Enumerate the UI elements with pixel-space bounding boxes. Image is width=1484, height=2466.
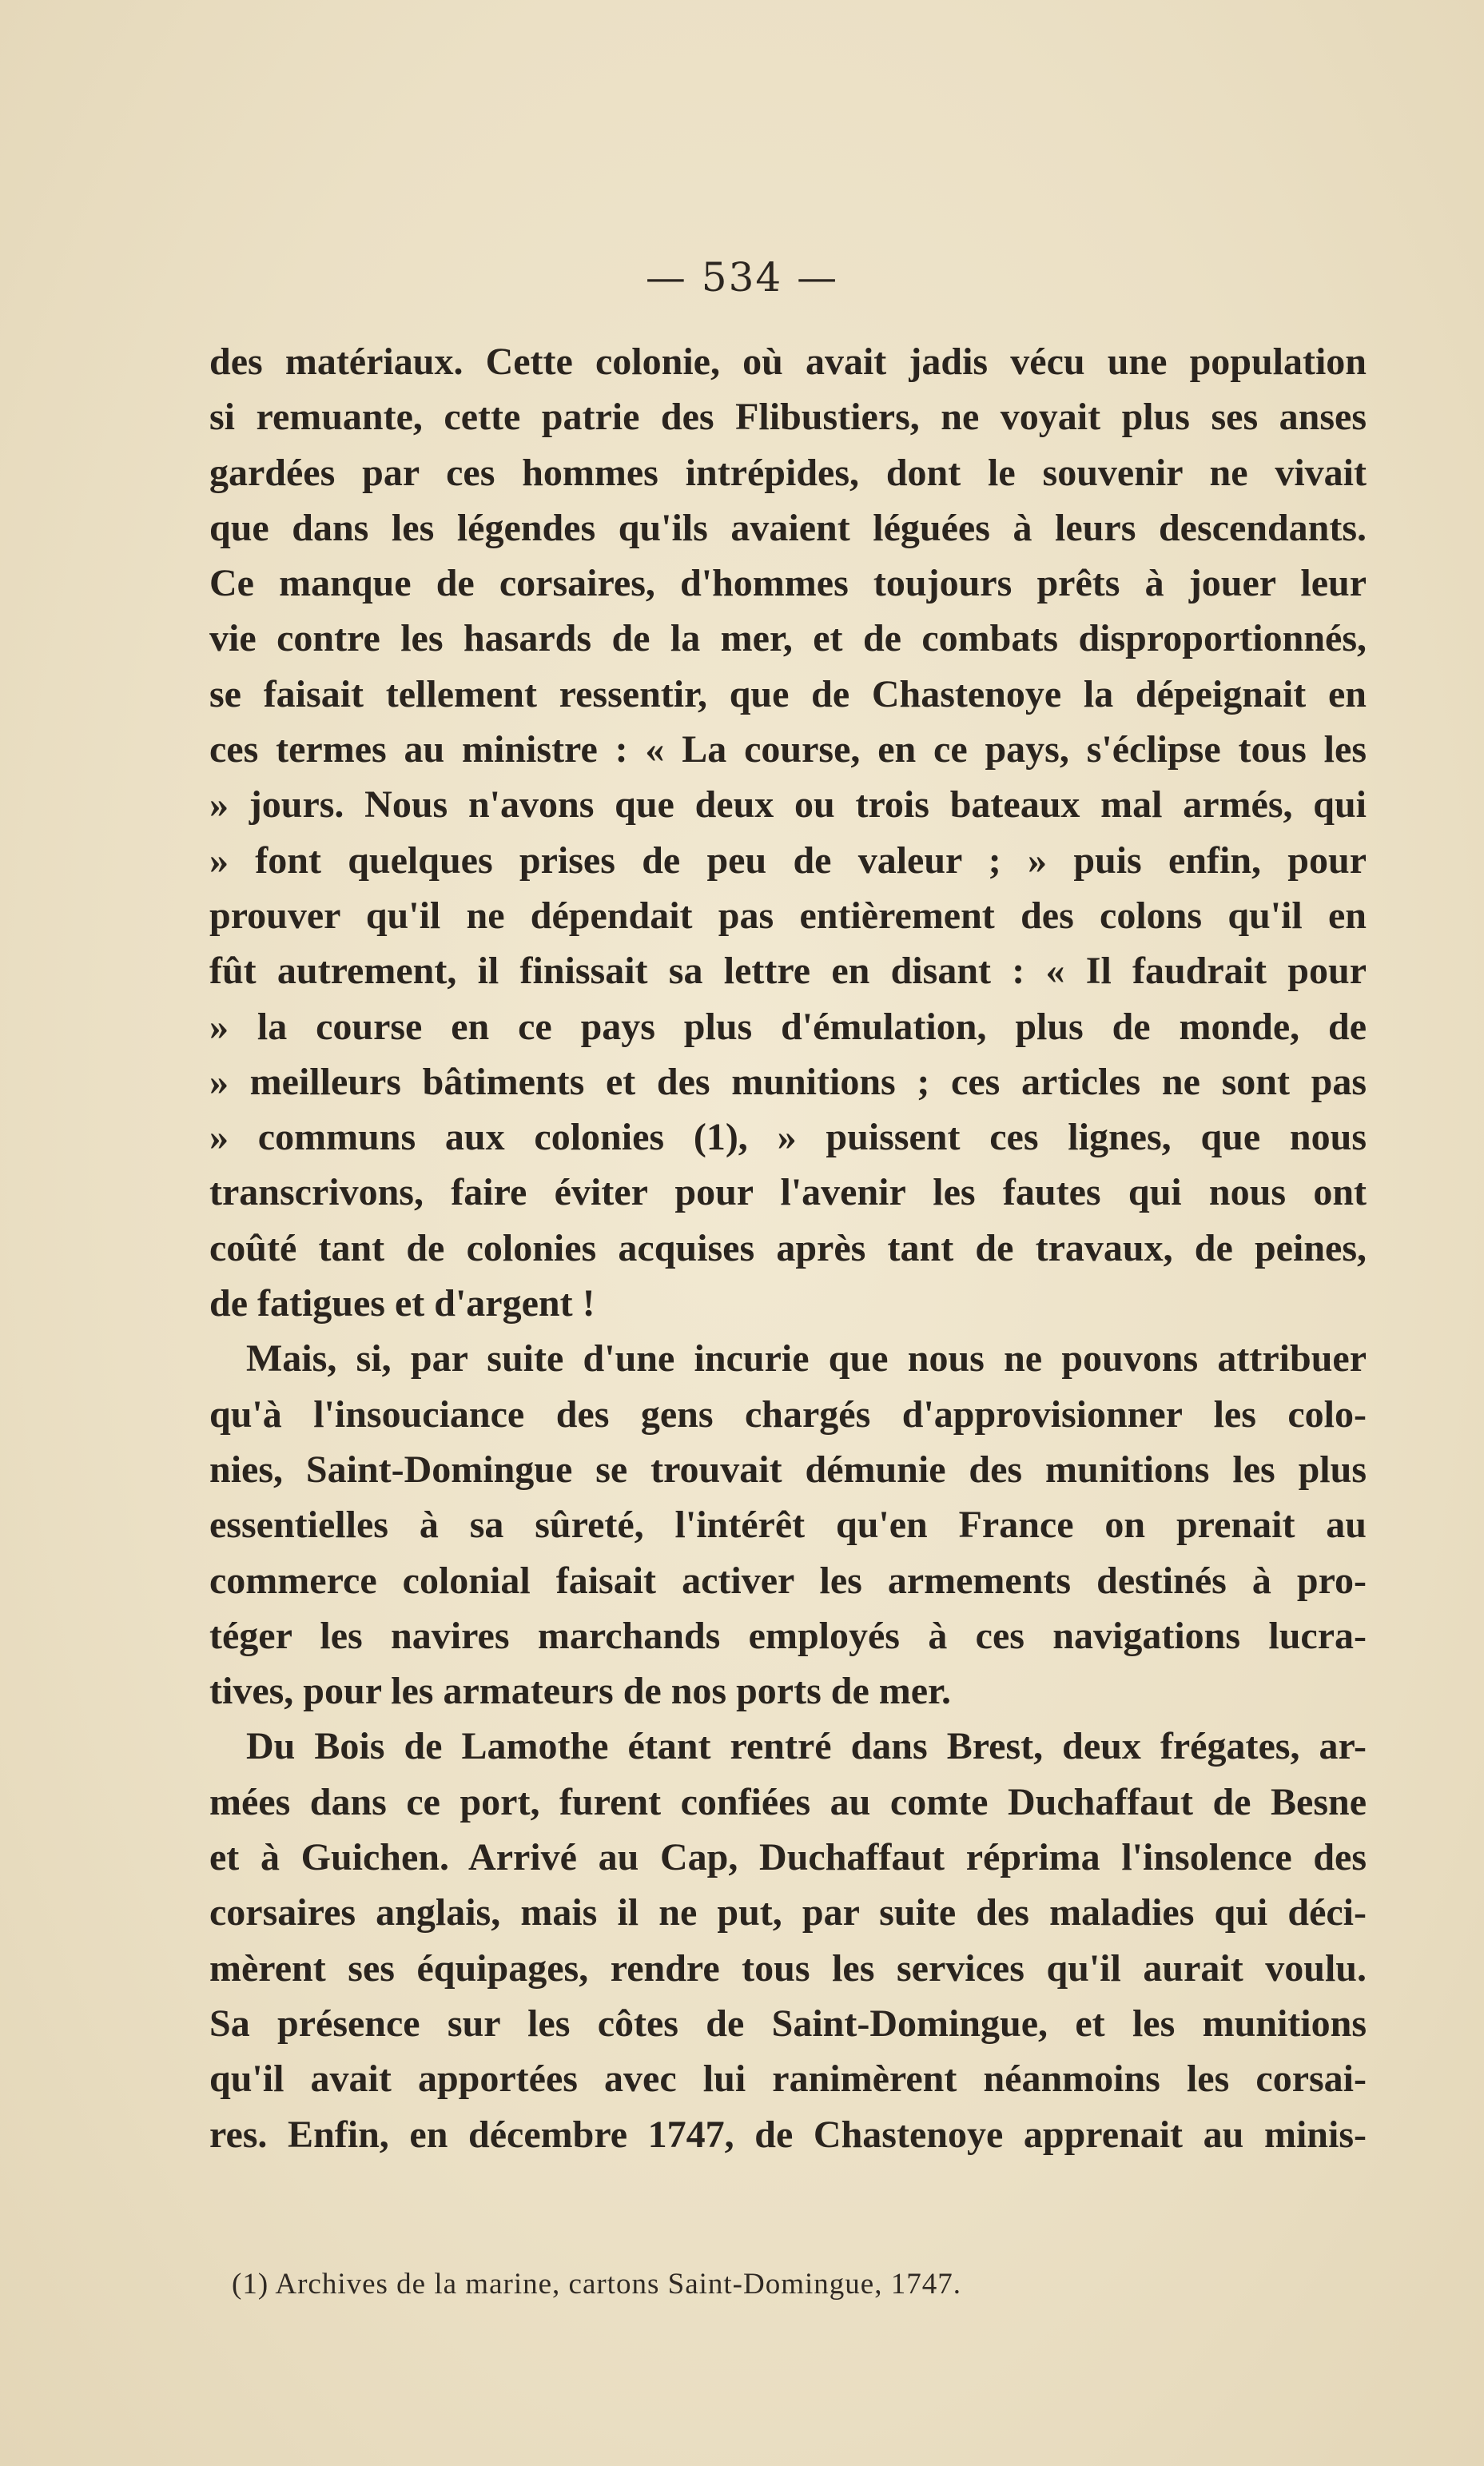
text-line: téger les navires marchands employés à ces navigations lucra- <box>209 1614 1367 1657</box>
text-line: » la course en ce pays plus d'émulation, plus de monde, de <box>209 1005 1367 1048</box>
footnote: (1) Archives de la marine, cartons Saint-Domingue, 1747. <box>232 2268 961 2301</box>
text-line: Ce manque de corsaires, d'hommes toujours prêts à jouer leur <box>209 562 1367 605</box>
body-text <box>209 334 1367 2162</box>
text-line: prouver qu'il ne dépendait pas entièrement des colons qu'il en <box>209 894 1367 937</box>
text-line: nies, Saint-Domingue se trouvait démunie des munitions les plus <box>209 1448 1367 1491</box>
text-line: commerce colonial faisait activer les armements destinés à pro- <box>209 1559 1367 1602</box>
text-line: de fatigues et d'argent ! <box>209 1282 595 1325</box>
text-line: Mais, si, par suite d'une incurie que nous ne pouvons attribuer <box>246 1337 1367 1380</box>
text-line: » meilleurs bâtiments et des munitions ; ces articles ne sont pas <box>209 1060 1367 1103</box>
text-line: que dans les légendes qu'ils avaient léguées à leurs descendants. <box>209 506 1367 549</box>
text-line: » communs aux colonies (1), » puissent ces lignes, que nous <box>209 1116 1367 1159</box>
text-line: fût autrement, il finissait sa lettre en disant : « Il faudrait pour <box>209 950 1367 993</box>
text-line: coûté tant de colonies acquises après tant de travaux, de peines, <box>209 1226 1367 1269</box>
text-line: transcrivons, faire éviter pour l'avenir les fautes qui nous ont <box>209 1171 1367 1214</box>
text-line: Du Bois de Lamothe étant rentré dans Brest, deux frégates, ar- <box>246 1725 1367 1768</box>
text-line: ces termes au ministre : « La course, en ce pays, s'éclipse tous les <box>209 728 1367 771</box>
text-line: » jours. Nous n'avons que deux ou trois bateaux mal armés, qui <box>209 783 1367 827</box>
text-line: res. Enfin, en décembre 1747, de Chastenoye apprenait au minis- <box>209 2113 1367 2156</box>
text-line: essentielles à sa sûreté, l'intérêt qu'en France on prenait au <box>209 1504 1367 1547</box>
page-number: — 534 — <box>645 254 839 301</box>
text-line: et à Guichen. Arrivé au Cap, Duchaffaut réprima l'insolence des <box>209 1836 1367 1879</box>
text-line: Sa présence sur les côtes de Saint-Domingue, et les munitions <box>209 2002 1367 2045</box>
text-line: qu'à l'insouciance des gens chargés d'approvisionner les colo- <box>209 1392 1367 1436</box>
text-line: se faisait tellement ressentir, que de Chastenoye la dépeignait en <box>209 672 1367 715</box>
text-line: des matériaux. Cette colonie, où avait jadis vécu une population <box>209 341 1367 383</box>
text-line: corsaires anglais, mais il ne put, par suite des maladies qui déci- <box>209 1891 1367 1934</box>
text-line: vie contre les hasards de la mer, et de combats disproportionnés, <box>209 617 1367 660</box>
text-line: » font quelques prises de peu de valeur ; » puis enfin, pour <box>209 839 1367 882</box>
text-line: qu'il avait apportées avec lui ranimèrent néanmoins les corsai- <box>209 2058 1367 2101</box>
text-line: tives, pour les armateurs de nos ports de mer. <box>209 1670 951 1713</box>
text-line: gardées par ces hommes intrépides, dont le souvenir ne vivait <box>209 451 1367 494</box>
text-line: si remuante, cette patrie des Flibustiers, ne voyait plus ses anses <box>209 396 1367 439</box>
text-line: mées dans ce port, furent confiées au comte Duchaffaut de Besne <box>209 1780 1367 1823</box>
text-line: mèrent ses équipages, rendre tous les services qu'il aurait voulu. <box>209 1946 1367 1990</box>
